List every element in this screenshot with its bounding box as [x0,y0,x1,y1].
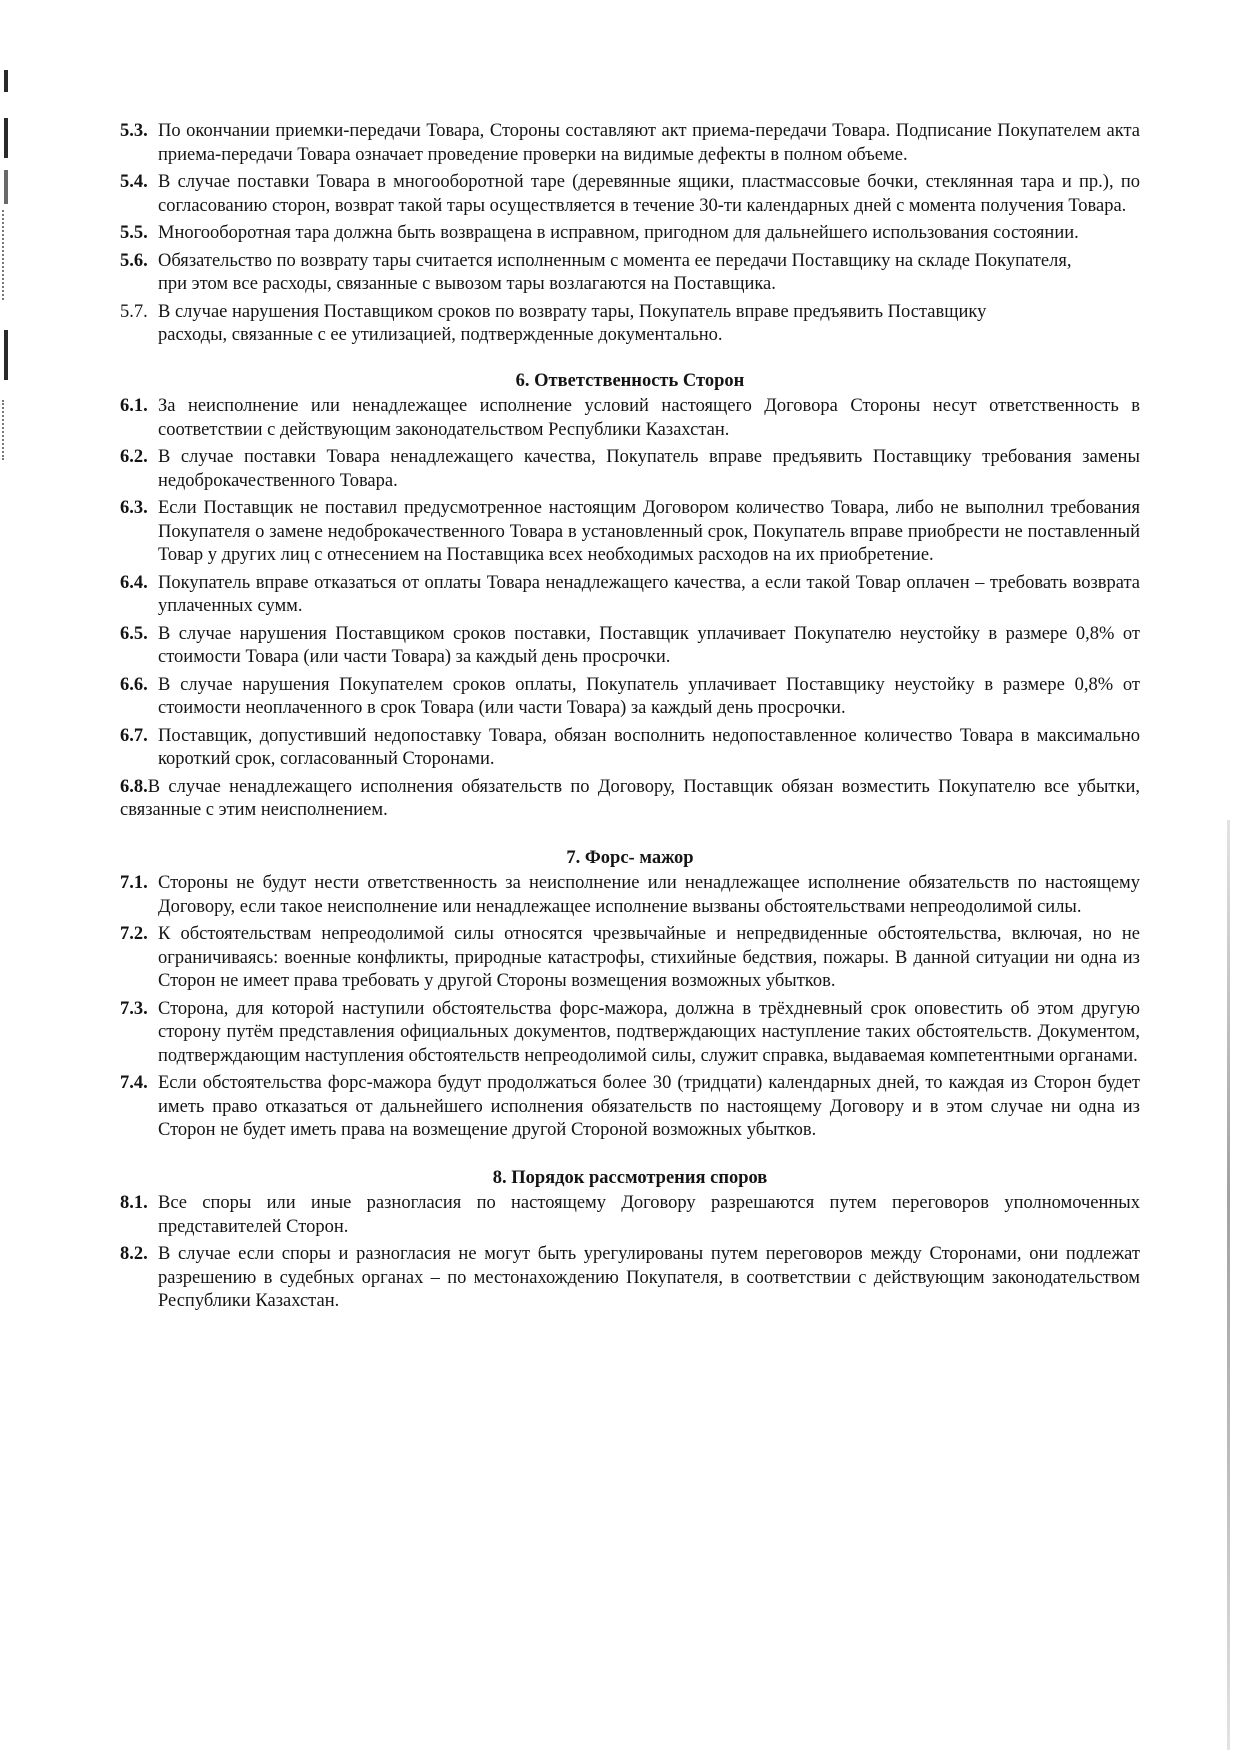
clause-text: Многооборотная тара должна быть возвращена в исправном, пригодном для дальнейшего использования состоянии. [158,223,1079,243]
clause-text: В случае нарушения Поставщиком сроков по возврату тары, Покупатель вправе предъявить Поставщику расходы, связанные с ее утилизацией, подтвержденные документально. [158,301,987,345]
clause-number: 6.6. [120,674,148,695]
clause-number: 7.3. [120,998,148,1019]
clause-5-6 [120,250,1140,297]
clause-text: В случае нарушения Поставщиком сроков поставки, Поставщик уплачивает Покупателю неустойку в размере 0,8% от стоимости Товара (или части Товара) за каждый день просрочки. [158,623,1140,667]
contract-page [120,120,1140,1318]
clause-number: 7.1. [120,873,148,893]
clause-text: Обязательство по возврату тары считается исполненным с момента ее передачи Поставщику на складе Покупателя, при этом все расходы, связанные с вывозом тары возлагаются на Поставщика. [158,250,1072,294]
clause-number: 6.5. [120,623,148,644]
clause-text: В случае поставки Товара в многооборотной таре (деревянные ящики, пластмассовые бочки, стеклянная тара и пр.), по согласованию сторон, возврат такой тары осуществляется в течение 30-ти календарных дней с момента получения Товара. [158,172,1140,216]
clause-number: 5.5. [120,223,148,243]
clause-6-8 [120,776,1140,823]
clause-7-1 [120,872,1140,919]
clause-number: 5.6. [120,250,148,271]
clause-7-4 [120,1072,1140,1143]
clause-text: За неисполнение или ненадлежащее исполнение условий настоящего Договора Стороны несут ответственность в соответствии с действующим законодательством Республики Казахстан. [158,396,1140,440]
clause-text: Все споры или иные разногласия по настоящему Договору разрешаются путем переговоров уполномоченных представителей Сторон. [158,1193,1140,1237]
clause-text: В случае если споры и разногласия не могут быть урегулированы путем переговоров между Сторонами, они подлежат разрешению в судебных органах – по местонахождению Покупателя, в соответствии с действующим законодательством Республики Казахстан. [158,1244,1140,1311]
clause-6-4 [120,572,1140,619]
clause-text: В случае поставки Товара ненадлежащего качества, Покупатель вправе предъявить Поставщику требования замены недоброкачественного Товара. [158,447,1140,491]
clause-5-3 [120,120,1140,167]
clause-text: Стороны не будут нести ответственность за неисполнение или ненадлежащее исполнение обязательств по настоящему Договору, если такое неисполнение или ненадлежащее исполнение вызваны обстоятельствами непреодолимой силы. [158,873,1140,917]
scan-right-edge [1227,820,1230,1750]
clause-6-1 [120,395,1140,442]
scan-edge-artifacts [0,0,24,1754]
clause-5-5 [120,222,1140,246]
clause-number: 6.2. [120,447,148,467]
clause-text: Сторона, для которой наступили обстоятельства форс-мажора, должна в трёхдневный срок оповестить об этом другую сторону путём представления официальных документов, подтверждающих наступление таких обстоятельств. Документом, подтверждающим наступления обстоятельств непреодолимой силы, служит справка, выдаваемая компетентными органами. [158,998,1140,1066]
clause-number: 6.3. [120,498,148,518]
clause-5-7 [120,301,1140,348]
clause-8-1 [120,1192,1140,1239]
clause-number: 6.7. [120,725,148,746]
section-8-title: 8. Порядок рассмотрения споров [492,1167,768,1188]
clause-number: 5.7. [120,301,148,322]
clause-6-2 [120,446,1140,493]
section-7-title: 7. Форс- мажор [566,847,694,868]
clause-7-3 [120,998,1140,1069]
clause-8-2 [120,1243,1140,1314]
clause-number: 6.8. [120,776,148,797]
section-6-title: 6. Ответственность Сторон [515,370,745,391]
clause-text: В случае ненадлежащего исполнения обязательств по Договору, Поставщик обязан возместить Покупателю все убытки, связанные с этим неисполнением. [120,776,1140,820]
clause-text: Если обстоятельства форс-мажора будут продолжаться более 30 (тридцати) календарных дней, то каждая из Сторон будет иметь право отказаться от дальнейшего исполнения обязательств по настоящему Договору и в этом случае ни одна из Сторон не будет иметь права на возмещение другой Стороной возможных убытков. [158,1073,1140,1140]
clause-number: 5.3. [120,121,148,141]
clause-6-3 [120,497,1140,568]
clause-number: 5.4. [120,172,148,192]
clause-6-6 [120,674,1140,721]
clause-6-7 [120,725,1140,772]
clause-number: 8.1. [120,1193,148,1213]
clause-number: 7.4. [120,1073,148,1093]
clause-7-2 [120,923,1140,994]
clause-number: 6.4. [120,572,148,593]
clause-number: 8.2. [120,1244,148,1264]
clause-6-5 [120,623,1140,670]
clause-text: Поставщик, допустивший недопоставку Товара, обязан восполнить недопоставленное количество Товара в максимально короткий срок, согласованный Сторонами. [158,725,1140,769]
clause-text: В случае нарушения Покупателем сроков оплаты, Покупатель уплачивает Поставщику неустойку в размере 0,8% от стоимости неоплаченного в срок Товара (или части Товара) за каждый день просрочки. [158,674,1140,718]
clause-text: Покупатель вправе отказаться от оплаты Товара ненадлежащего качества, а если такой Товар оплачен – требовать возврата уплаченных сумм. [158,572,1140,616]
clause-5-4 [120,171,1140,218]
clause-text: К обстоятельствам непреодолимой силы относятся чрезвычайные и непредвиденные обстоятельства, включая, но не ограничиваясь: военные конфликты, природные катастрофы, стихийные бедствия, пожары. В данной ситуации ни одна из Сторон не имеет права требовать у другой Стороны возмещения возможных убытков. [158,924,1140,991]
clause-number: 6.1. [120,396,148,416]
clause-number: 7.2. [120,924,148,944]
clause-text: По окончании приемки-передачи Товара, Стороны составляют акт приема-передачи Товара. Подписание Покупателем акта приема-передачи Товара означает проведение проверки на видимые дефекты в полном объеме. [158,121,1140,165]
clause-text: Если Поставщик не поставил предусмотренное настоящим Договором количество Товара, либо не выполнил требования Покупателя о замене недоброкачественного Товара в установленный срок, Покупатель вправе приобрести не поставленный Товар у других лиц с отнесением на Поставщика всех необходимых расходов на их приобретение. [158,498,1140,565]
